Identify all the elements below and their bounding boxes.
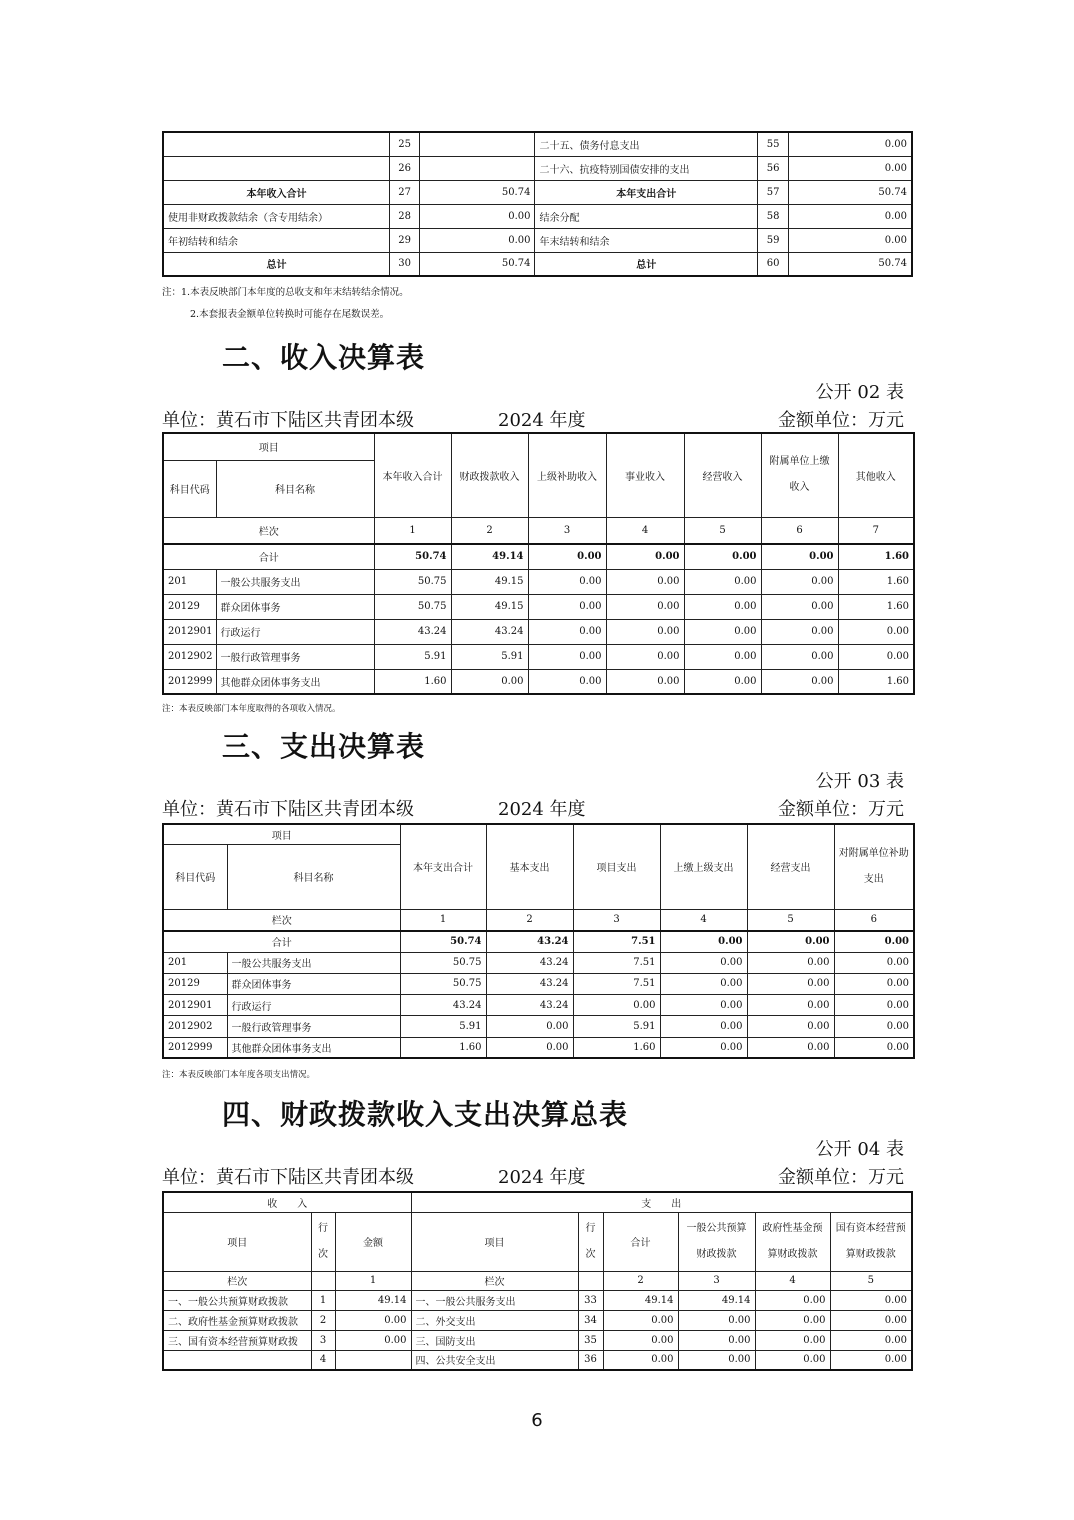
total-value: 1.60	[838, 544, 914, 569]
income-item: 总计	[163, 252, 390, 276]
amount-cell: 5.91	[400, 1016, 486, 1037]
subject-name: 群众团体事务	[227, 973, 400, 994]
amount-cell: 0.00	[606, 594, 684, 619]
col-header: 基本支出	[486, 824, 573, 909]
note-2: 2.本套报表金额单位转换时可能存在尾数误差。	[190, 309, 390, 320]
income-amount: 0.00	[335, 1310, 411, 1330]
header-item: 项目	[163, 824, 400, 844]
row-number: 25	[390, 132, 420, 156]
total-label: 合计	[163, 931, 400, 952]
amount-cell: 43.24	[486, 952, 573, 973]
row-number: 34	[578, 1310, 603, 1330]
col-number: 7	[838, 517, 914, 544]
income-item: 使用非财政拨款结余（含专用结余）	[163, 204, 390, 228]
unit-label: 单位：黄石市下陆区共青团本级	[162, 410, 414, 431]
amount-cell: 7.51	[573, 973, 660, 994]
header-item: 项目	[163, 1212, 311, 1271]
fiscal-table	[162, 1191, 913, 1371]
col-header: 对附属单位补助支出	[834, 824, 914, 909]
col-header: 项目支出	[573, 824, 660, 909]
amount-cell: 50.75	[374, 569, 451, 594]
table-row	[163, 669, 914, 694]
row-number: 35	[578, 1330, 603, 1350]
section-title-fiscal: 四、财政拨款收入支出决算总表	[222, 1098, 629, 1131]
subject-name: 行政运行	[227, 995, 400, 1016]
row-number: 2	[311, 1310, 335, 1330]
row-number: 30	[390, 252, 420, 276]
amount-cell: 0.00	[761, 619, 838, 644]
section-title-income: 二、收入决算表	[222, 341, 426, 374]
amount-cell: 0.00	[486, 1037, 573, 1058]
table-row	[163, 156, 912, 180]
amount-cell: 43.24	[486, 995, 573, 1016]
total-value: 50.74	[374, 544, 451, 569]
expense-item: 一、一般公共服务支出	[411, 1290, 578, 1310]
row-number: 27	[390, 180, 420, 204]
amount-cell: 0.00	[660, 952, 747, 973]
amount-cell: 0.00	[528, 569, 606, 594]
amount-cell: 0.00	[684, 619, 761, 644]
amount-cell: 49.14	[678, 1290, 755, 1310]
row-number: 33	[578, 1290, 603, 1310]
income-amount	[335, 1350, 411, 1370]
amount-cell: 0.00	[761, 594, 838, 619]
amount-cell: 49.15	[451, 594, 528, 619]
subject-name: 群众团体事务	[216, 594, 374, 619]
section-title-expense: 三、支出决算表	[222, 730, 426, 763]
col-number: 4	[606, 517, 684, 544]
table-code: 公开 04 表	[815, 1139, 904, 1160]
amount-cell: 7.51	[573, 952, 660, 973]
amount-cell: 43.24	[374, 619, 451, 644]
amount-cell: 0.00	[761, 569, 838, 594]
amount-cell: 50.75	[400, 952, 486, 973]
subject-name: 其他群众团体事务支出	[227, 1037, 400, 1058]
subject-code: 20129	[163, 973, 227, 994]
year-label: 2024 年度	[498, 1167, 586, 1188]
expense-amount: 0.00	[789, 132, 912, 156]
amount-cell: 0.00	[761, 669, 838, 694]
subject-code: 2012999	[163, 669, 216, 694]
expense-table	[162, 823, 915, 1059]
row-number: 3	[311, 1330, 335, 1350]
income-item: 年初结转和结余	[163, 228, 390, 252]
table-row	[163, 619, 914, 644]
expense-item: 三、国防支出	[411, 1330, 578, 1350]
subject-name: 一般行政管理事务	[216, 644, 374, 669]
amount-cell: 0.00	[486, 1016, 573, 1037]
header-item-expense: 项目	[411, 1212, 578, 1271]
table-row	[163, 952, 914, 973]
header-item: 项目	[163, 433, 374, 460]
row-number: 60	[758, 252, 789, 276]
amount-cell: 0.00	[830, 1330, 912, 1350]
table-row	[163, 569, 914, 594]
amount-cell: 0.00	[834, 1037, 914, 1058]
header-code: 科目代码	[163, 844, 227, 909]
income-table	[162, 432, 915, 695]
income-amount: 49.14	[335, 1290, 411, 1310]
table-row	[163, 204, 912, 228]
income-item	[163, 132, 390, 156]
table-code: 公开 03 表	[815, 771, 904, 792]
total-value: 7.51	[573, 931, 660, 952]
subject-name: 行政运行	[216, 619, 374, 644]
total-value: 0.00	[660, 931, 747, 952]
lanci-label: 栏次	[163, 1271, 311, 1290]
table-row	[163, 594, 914, 619]
income-item	[163, 156, 390, 180]
table-row	[163, 1330, 912, 1350]
amount-cell: 0.00	[603, 1310, 678, 1330]
header-expense: 支 出	[411, 1192, 912, 1212]
subject-name: 一般公共服务支出	[216, 569, 374, 594]
total-value: 0.00	[834, 931, 914, 952]
lanci-label: 栏次	[411, 1271, 578, 1290]
table-row	[163, 252, 912, 276]
amount-cell: 0.00	[747, 973, 834, 994]
unit-label: 单位：黄石市下陆区共青团本级	[162, 799, 414, 820]
col-header: 上级补助收入	[528, 433, 606, 517]
amount-cell: 0.00	[606, 669, 684, 694]
amount-cell: 0.00	[830, 1290, 912, 1310]
col-number: 4	[755, 1271, 830, 1290]
col-number: 5	[684, 517, 761, 544]
amount-cell: 0.00	[747, 1037, 834, 1058]
col-number: 5	[830, 1271, 912, 1290]
amount-cell: 0.00	[573, 995, 660, 1016]
header-hang: 行次	[311, 1212, 335, 1271]
col-number: 6	[834, 909, 914, 931]
amount-cell: 0.00	[684, 569, 761, 594]
table-row	[163, 995, 914, 1016]
expense-item: 二、外交支出	[411, 1310, 578, 1330]
amount-cell: 0.00	[747, 1016, 834, 1037]
amount-cell: 0.00	[603, 1350, 678, 1370]
amount-cell: 0.00	[834, 1016, 914, 1037]
row-number: 55	[758, 132, 789, 156]
expense-amount: 0.00	[789, 228, 912, 252]
amount-cell: 1.60	[838, 669, 914, 694]
amount-cell: 0.00	[678, 1350, 755, 1370]
year-label: 2024 年度	[498, 410, 586, 431]
amount-cell: 0.00	[755, 1330, 830, 1350]
subject-code: 201	[163, 952, 227, 973]
table-row	[163, 132, 912, 156]
amount-cell: 0.00	[755, 1310, 830, 1330]
col-number: 3	[528, 517, 606, 544]
amount-cell: 0.00	[834, 995, 914, 1016]
amount-cell: 0.00	[684, 644, 761, 669]
total-value: 0.00	[528, 544, 606, 569]
total-row	[163, 931, 914, 952]
col-header: 本年收入合计	[374, 433, 451, 517]
col-header: 经营支出	[747, 824, 834, 909]
col-number: 6	[761, 517, 838, 544]
income-amount: 50.74	[420, 252, 535, 276]
row-number: 58	[758, 204, 789, 228]
summary-table	[162, 131, 913, 277]
note-income: 注：本表反映部门本年度取得的各项收入情况。	[162, 704, 341, 714]
note-1: 注：1.本表反映部门本年度的总收支和年末结转结余情况。	[162, 287, 409, 298]
amount-cell: 0.00	[528, 594, 606, 619]
amount-cell: 5.91	[573, 1016, 660, 1037]
unit-label: 单位：黄石市下陆区共青团本级	[162, 1167, 414, 1188]
col-number: 2	[603, 1271, 678, 1290]
subject-name: 一般行政管理事务	[227, 1016, 400, 1037]
income-amount	[420, 156, 535, 180]
amount-cell: 0.00	[834, 973, 914, 994]
header-income: 收 入	[163, 1192, 411, 1212]
amount-cell: 1.60	[838, 569, 914, 594]
amount-cell: 0.00	[684, 669, 761, 694]
header-total: 合计	[603, 1212, 678, 1271]
lanci-label: 栏次	[163, 517, 374, 544]
amount-cell: 0.00	[755, 1290, 830, 1310]
income-item: 二、政府性基金预算财政拨款	[163, 1310, 311, 1330]
expense-item: 二十六、抗疫特别国债安排的支出	[535, 156, 758, 180]
col-header: 事业收入	[606, 433, 684, 517]
amount-cell: 5.91	[374, 644, 451, 669]
amount-cell: 0.00	[838, 619, 914, 644]
amount-cell: 0.00	[755, 1350, 830, 1370]
amount-cell: 0.00	[660, 995, 747, 1016]
page-number: 6	[531, 1410, 543, 1431]
amount-cell: 0.00	[838, 644, 914, 669]
header-name: 科目名称	[216, 460, 374, 517]
row-number: 26	[390, 156, 420, 180]
income-amount: 0.00	[420, 228, 535, 252]
total-value: 0.00	[747, 931, 834, 952]
amount-cell: 0.00	[747, 952, 834, 973]
note-expense: 注：本表反映部门本年度各项支出情况。	[162, 1070, 316, 1080]
amount-cell: 5.91	[451, 644, 528, 669]
amount-cell: 0.00	[660, 1037, 747, 1058]
table-row	[163, 1350, 912, 1370]
amount-cell: 43.24	[451, 619, 528, 644]
total-value: 50.74	[400, 931, 486, 952]
header-name: 科目名称	[227, 844, 400, 909]
total-value: 43.24	[486, 931, 573, 952]
row-number: 4	[311, 1350, 335, 1370]
amount-cell: 1.60	[573, 1037, 660, 1058]
expense-amount: 0.00	[789, 204, 912, 228]
col-number: 1	[400, 909, 486, 931]
subject-code: 2012901	[163, 619, 216, 644]
expense-item: 二十五、债务付息支出	[535, 132, 758, 156]
amount-cell: 0.00	[830, 1350, 912, 1370]
income-item	[163, 1350, 311, 1370]
amount-cell: 0.00	[528, 669, 606, 694]
amount-cell: 50.75	[374, 594, 451, 619]
lanci-label: 栏次	[163, 909, 400, 931]
total-row	[163, 544, 914, 569]
table-code: 公开 02 表	[815, 382, 904, 403]
col-header: 其他收入	[838, 433, 914, 517]
amount-cell: 50.75	[400, 973, 486, 994]
amount-cell: 0.00	[830, 1310, 912, 1330]
total-value: 0.00	[684, 544, 761, 569]
expense-item: 本年支出合计	[535, 180, 758, 204]
row-number: 36	[578, 1350, 603, 1370]
amount-cell: 1.60	[400, 1037, 486, 1058]
income-amount: 50.74	[420, 180, 535, 204]
col-number: 2	[451, 517, 528, 544]
subject-code: 2012902	[163, 1016, 227, 1037]
subject-code: 2012999	[163, 1037, 227, 1058]
col-header: 经营收入	[684, 433, 761, 517]
income-item: 三、国有资本经营预算财政拨	[163, 1330, 311, 1350]
income-item: 一、一般公共预算财政拨款	[163, 1290, 311, 1310]
header-amount: 金额	[335, 1212, 411, 1271]
expense-item: 结余分配	[535, 204, 758, 228]
header-hang-expense: 行次	[578, 1212, 603, 1271]
amount-cell: 0.00	[606, 569, 684, 594]
amount-cell: 0.00	[528, 644, 606, 669]
income-item: 本年收入合计	[163, 180, 390, 204]
row-number: 29	[390, 228, 420, 252]
amount-cell: 49.15	[451, 569, 528, 594]
subject-code: 201	[163, 569, 216, 594]
col-header: 上缴上级支出	[660, 824, 747, 909]
money-unit: 金额单位：万元	[778, 1167, 904, 1188]
col-number: 4	[660, 909, 747, 931]
amount-cell: 43.24	[486, 973, 573, 994]
header-general-budget: 一般公共预算财政拨款	[678, 1212, 755, 1271]
amount-cell: 0.00	[528, 619, 606, 644]
amount-cell: 0.00	[678, 1330, 755, 1350]
subject-name: 一般公共服务支出	[227, 952, 400, 973]
header-code: 科目代码	[163, 460, 216, 517]
subject-code: 20129	[163, 594, 216, 619]
col-header: 财政拨款收入	[451, 433, 528, 517]
expense-item: 年末结转和结余	[535, 228, 758, 252]
amount-cell: 43.24	[400, 995, 486, 1016]
money-unit: 金额单位：万元	[778, 410, 904, 431]
table-row	[163, 1310, 912, 1330]
row-number: 59	[758, 228, 789, 252]
header-gov-fund: 政府性基金预算财政拨款	[755, 1212, 830, 1271]
amount-cell: 0.00	[606, 619, 684, 644]
amount-cell: 0.00	[603, 1330, 678, 1350]
amount-cell: 0.00	[761, 644, 838, 669]
income-amount: 0.00	[335, 1330, 411, 1350]
col-number: 1	[335, 1271, 411, 1290]
amount-cell: 49.14	[603, 1290, 678, 1310]
header-state-capital: 国有资本经营预算财政拨款	[830, 1212, 912, 1271]
row-number: 56	[758, 156, 789, 180]
col-number: 3	[573, 909, 660, 931]
col-number: 1	[374, 517, 451, 544]
amount-cell: 0.00	[451, 669, 528, 694]
col-number: 5	[747, 909, 834, 931]
amount-cell: 0.00	[834, 952, 914, 973]
col-number: 2	[486, 909, 573, 931]
amount-cell: 1.60	[838, 594, 914, 619]
amount-cell: 0.00	[606, 644, 684, 669]
table-row	[163, 1016, 914, 1037]
row-number: 28	[390, 204, 420, 228]
table-row	[163, 1290, 912, 1310]
expense-item: 总计	[535, 252, 758, 276]
expense-amount: 0.00	[789, 156, 912, 180]
total-value: 0.00	[606, 544, 684, 569]
expense-item: 四、公共安全支出	[411, 1350, 578, 1370]
total-value: 0.00	[761, 544, 838, 569]
amount-cell: 0.00	[678, 1310, 755, 1330]
col-header: 附属单位上缴收入	[761, 433, 838, 517]
amount-cell: 0.00	[684, 594, 761, 619]
table-row	[163, 180, 912, 204]
table-row	[163, 1037, 914, 1058]
expense-amount: 50.74	[789, 252, 912, 276]
row-number: 57	[758, 180, 789, 204]
expense-amount: 50.74	[789, 180, 912, 204]
row-number: 1	[311, 1290, 335, 1310]
subject-name: 其他群众团体事务支出	[216, 669, 374, 694]
table-row	[163, 973, 914, 994]
income-amount	[420, 132, 535, 156]
amount-cell: 0.00	[747, 995, 834, 1016]
col-header: 本年支出合计	[400, 824, 486, 909]
year-label: 2024 年度	[498, 799, 586, 820]
table-row	[163, 228, 912, 252]
subject-code: 2012902	[163, 644, 216, 669]
amount-cell: 1.60	[374, 669, 451, 694]
total-label: 合计	[163, 544, 374, 569]
amount-cell: 0.00	[660, 1016, 747, 1037]
money-unit: 金额单位：万元	[778, 799, 904, 820]
col-number: 3	[678, 1271, 755, 1290]
subject-code: 2012901	[163, 995, 227, 1016]
table-row	[163, 644, 914, 669]
income-amount: 0.00	[420, 204, 535, 228]
total-value: 49.14	[451, 544, 528, 569]
amount-cell: 0.00	[660, 973, 747, 994]
